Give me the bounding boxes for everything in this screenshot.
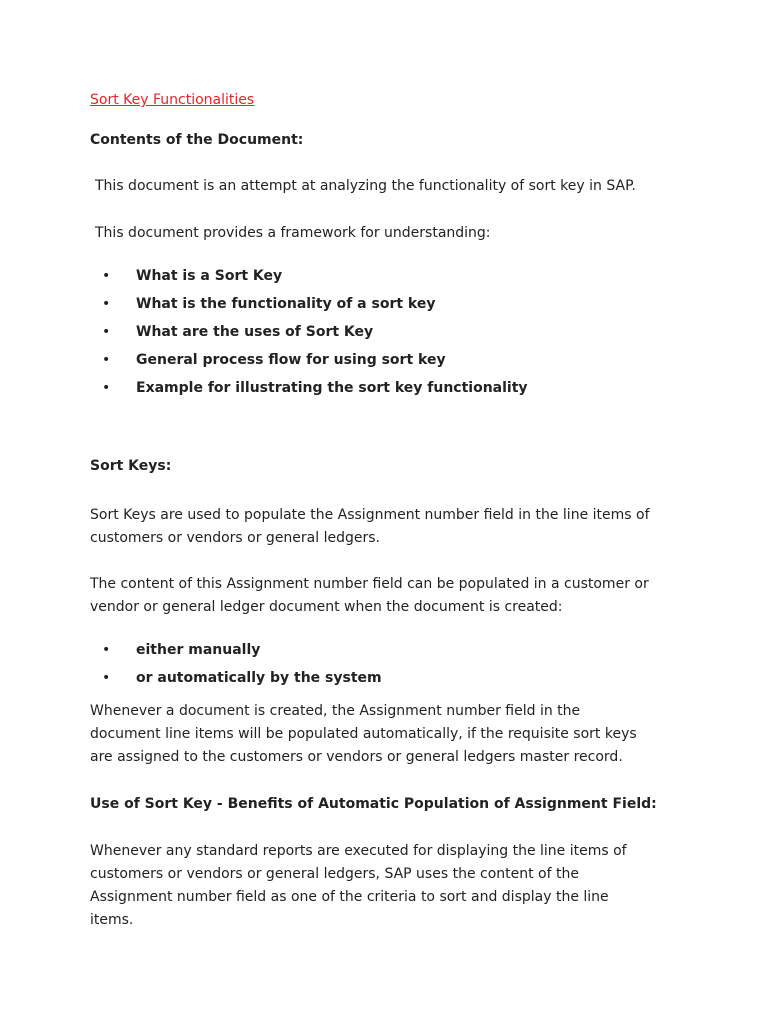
- bullet-icon: •: [102, 268, 111, 284]
- intro-line-1: This document is an attempt at analyzing the functionality of sort key in SAP.: [95, 178, 636, 194]
- list-item: • Example for illustrating the sort key functionality: [102, 380, 528, 396]
- population-list: [90, 640, 382, 696]
- list-item: • either manually: [102, 642, 261, 658]
- list-item: • What is the functionality of a sort key: [102, 296, 436, 312]
- document-title: Sort Key Functionalities: [90, 92, 255, 108]
- bullet-icon: •: [102, 352, 111, 368]
- paragraph-standard-reports: Whenever any standard reports are executed for displaying the line items of customers or vendors or general ledgers, SAP uses the content of the Assignment number field as one of the criteria to sort and display the line items.: [90, 843, 627, 928]
- bullet-icon: •: [102, 670, 111, 686]
- contents-list: [90, 266, 528, 406]
- list-item: • General process flow for using sort key: [102, 352, 446, 368]
- sort-keys-heading: Sort Keys:: [90, 458, 172, 474]
- paragraph-sort-keys: Sort Keys are used to populate the Assignment number field in the line items of customers or vendors or general ledgers.: [90, 507, 650, 546]
- use-of-sort-key-heading: Use of Sort Key - Benefits of Automatic Population of Assignment Field:: [90, 796, 657, 812]
- intro-line-2: This document provides a framework for understanding:: [95, 225, 491, 241]
- paragraph-assignment-content: The content of this Assignment number field can be populated in a customer or vendor or general ledger document when the document is created:: [90, 576, 649, 615]
- list-item: • What are the uses of Sort Key: [102, 324, 374, 340]
- paragraph-automatic-population: Whenever a document is created, the Assignment number field in the document line items will be populated automatically, if the requisite sort keys are assigned to the customers or vendors or general ledgers master record.: [90, 703, 637, 765]
- list-item: • What is a Sort Key: [102, 268, 283, 284]
- bullet-icon: •: [102, 324, 111, 340]
- bullet-icon: •: [102, 380, 111, 396]
- contents-heading: Contents of the Document:: [90, 132, 304, 148]
- bullet-icon: •: [102, 642, 111, 658]
- bullet-icon: •: [102, 296, 111, 312]
- list-item: • or automatically by the system: [102, 670, 382, 686]
